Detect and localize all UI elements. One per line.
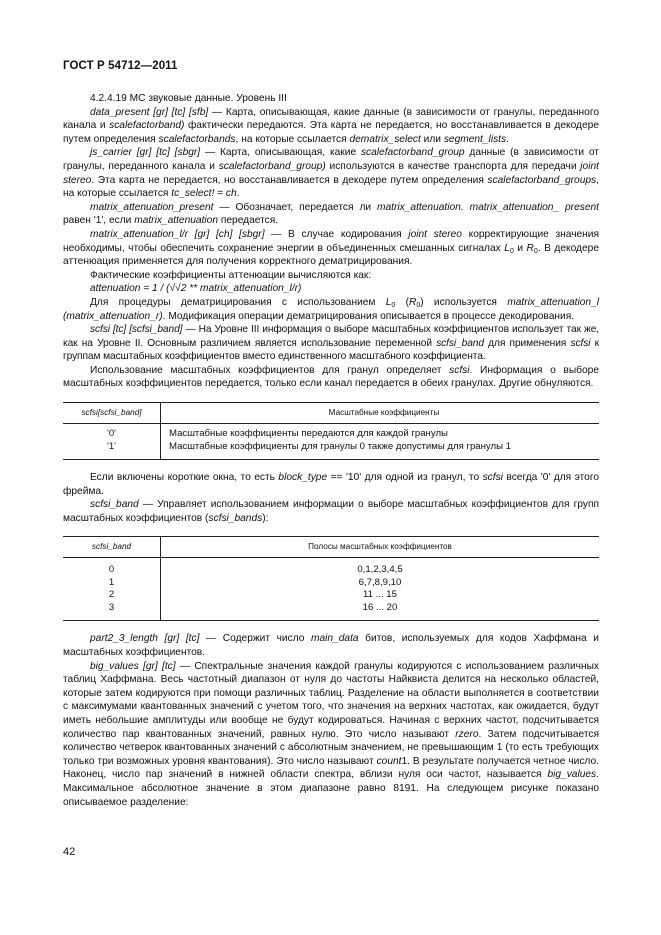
term: joint stereo <box>408 228 462 240</box>
cell-text: 2 <box>108 589 115 601</box>
table-cell <box>63 558 161 621</box>
formula-text: attenuation = 1 / (√√2 ** matrix_attenuation_l/r) <box>90 283 302 295</box>
term: big_values [gr] [tc] <box>90 660 176 672</box>
paragraph-data-present <box>63 106 599 147</box>
text: Использование масштабных коэффициентов для гранул определяет <box>90 364 450 376</box>
text: — Карта, описывающая, какие данные (в зависимости от гранулы, переданного канала и <box>63 106 599 132</box>
text: , на которые ссылается <box>235 133 350 145</box>
text: используются в качестве транспорта для передачи <box>325 160 581 172</box>
text: . Максимальное абсолютное значение в этом диапазоне равно 8191. На следующем рисунке показано описываемое разделение: <box>63 769 599 808</box>
text: . В декодере аттенюация применяется для получения корректного дематрицирования. <box>63 242 600 268</box>
cell-text: 11 ... 15 <box>363 589 397 601</box>
subscript: 0 <box>509 247 514 255</box>
symbol-r: R <box>408 296 417 308</box>
section-heading-text: 4.2.4.19 MC звуковые данные. Уровень III <box>90 93 287 104</box>
paragraph-dematrix <box>63 296 599 323</box>
term: count <box>376 755 402 767</box>
term: scfsi <box>482 472 503 484</box>
text: . <box>236 188 240 200</box>
text: . Эта карта не передается, но восстанавливается в декодере путем определения <box>91 174 488 186</box>
text: . Информация о выборе масштабных коэффициентов передается, только если канал передается в обеих гранулах. Другие обнуляются. <box>63 364 599 390</box>
header-text: scfsi[scfsi_band] <box>81 407 142 417</box>
text: — Управляет использованием информации о выборе масштабных коэффициентов для групп масштабных коэффициентов ( <box>63 499 599 524</box>
term: big_values <box>547 769 597 781</box>
term: matrix_attenuation_l/r [gr] [ch] [sbgr] <box>90 228 265 240</box>
text: битов, используемых для кодов Хаффмана и масштабных коэффициентов. <box>63 633 599 659</box>
term: rzero <box>455 728 479 740</box>
term: scfsi <box>570 337 591 349</box>
text: . Модификация операции дематрицирования описывается в процессе декодирования. <box>162 310 575 322</box>
text: ) используется <box>420 296 508 308</box>
table-scfsi-band <box>63 536 599 621</box>
cell-text: 0,1,2,3,4,5 <box>357 564 403 576</box>
paragraph-part2-3-length <box>63 632 599 659</box>
text: Для процедуры дематрицирования с использованием <box>90 296 386 308</box>
cell-text: '0' <box>107 428 116 440</box>
symbol-r: R <box>526 242 534 254</box>
document-header: ГОСТ Р 54712—2011 <box>63 60 178 72</box>
term: matrix_attenuation_present <box>90 201 214 213</box>
formula-attenuation <box>63 282 599 296</box>
subscript: 0 <box>533 247 538 255</box>
text: для применения <box>483 337 571 349</box>
text: всегда '0' для этого фрейма. <box>63 472 599 497</box>
text: фактически передаются. Эта карта не передается, но восстанавливается в декодере путем определения <box>63 120 599 145</box>
text: , на которые ссылается <box>63 174 599 200</box>
text: данные (в зависимости от гранулы, переданного канала и <box>63 147 599 172</box>
text: Если включены короткие окна, то есть <box>90 472 279 484</box>
table-header-cell <box>161 537 600 558</box>
cell-text: 16 ... 20 <box>362 601 398 613</box>
table-row <box>63 424 599 460</box>
symbol-l: L <box>504 242 510 254</box>
table-cell <box>63 424 161 460</box>
text: — Обозначает, передается ли <box>213 201 378 213</box>
term: matrix_attenuation_l (matrix_attenuation_r) <box>63 296 599 322</box>
paragraph-scalefactor-usage <box>63 364 599 391</box>
text: ): <box>262 512 269 524</box>
term: block_type <box>278 472 328 484</box>
page-number: 42 <box>63 846 76 858</box>
text: — В случае кодирования <box>264 228 409 240</box>
text: — На Уровне III информация о выборе масштабных коэффициентов использует так же, как на Уровне II. Основным различием является использование переменной <box>63 324 599 349</box>
section-heading <box>63 92 599 106</box>
paragraph-matrix-attenuation-present <box>63 201 599 228</box>
text: 1. В результате получается четное число. Наконец, число пар значений в нижней области спектра, вблизи нуля оси частот, называется <box>63 755 599 781</box>
page-body <box>63 92 599 809</box>
table-header-cell <box>63 403 161 424</box>
text: корректирующие значения необходимы, чтобы обеспечить сохранение энергии в объединенных смешанных сигналах <box>63 228 599 254</box>
text: — Содержит число <box>199 633 312 645</box>
term: scalefactorband_group <box>360 147 465 159</box>
paragraph-js-carrier <box>63 146 599 200</box>
text: == '10' для одной из гранул, то <box>327 472 483 484</box>
cell-text: Масштабные коэффициенты для гранулы 0 также допустимы для гранулы 1 <box>169 440 512 452</box>
table-header-cell <box>63 537 161 558</box>
term: tc_select! = ch <box>171 188 237 200</box>
term: joint stereo <box>63 160 599 186</box>
cell-text: Масштабные коэффициенты передаются для каждой гранулы <box>169 428 448 440</box>
term: matrix_attenuation. matrix_attenuation_ present <box>377 201 599 213</box>
paragraph-big-values <box>63 660 599 810</box>
cell-text: 6,7,8,9,10 <box>358 576 402 588</box>
term: scalefactorband) <box>109 120 185 132</box>
cell-text: 0 <box>108 564 115 576</box>
term: scfsi_bands <box>208 512 263 524</box>
subscript: 0 <box>391 301 396 309</box>
term: scfsi <box>449 364 470 376</box>
term: js_carrier [gr] [tc] [sbgr] <box>90 147 201 159</box>
term: scfsi_band <box>90 499 139 511</box>
term: scalefactorband_group) <box>218 160 326 172</box>
symbol-l: L <box>385 296 392 308</box>
term: dematrix_select <box>349 133 421 145</box>
term: scalefactorband_groups <box>487 174 597 186</box>
text: передается. <box>218 215 279 227</box>
paragraph-scfsi <box>63 323 599 364</box>
table-row <box>63 558 599 621</box>
paragraph-short-windows <box>63 471 599 498</box>
header-text: Полосы масштабных коэффициентов <box>308 542 452 552</box>
text: . <box>506 133 509 145</box>
paragraph-scfsi-band <box>63 498 599 525</box>
table-header-cell <box>161 403 600 424</box>
term: matrix_attenuation <box>134 215 219 227</box>
subscript: 0 <box>416 301 421 309</box>
header-text: scfsi_band <box>91 542 132 552</box>
cell-text: 1 <box>108 576 115 588</box>
header-text: Масштабные коэффициенты <box>328 407 440 417</box>
table-cell <box>161 424 600 460</box>
table-cell <box>161 558 600 621</box>
term: segment_lists <box>443 133 507 145</box>
text: — Спектральные значения каждой гранулы кодируются с использованием различных таблиц Хаффмана. Весь частотный диапазон от нуля до частоты Найквиста делится на несколько областей, которые затем кодируются при помощи различных таблиц. Разделение на области выполняется в соответствии с максимумами квантованных значений с учетом того, что значения на верхних частотах, как ожидается, будут иметь небольшие амплитуды или вообще не будут кодироваться. Начиная с верхних частот, подсчитывается количество пар квантованных значений, равных нулю. Это число называют <box>63 660 599 740</box>
cell-text: 3 <box>108 601 115 613</box>
term: data_present [gr] [tc] [sfb] <box>90 106 209 118</box>
term: scfsi_band <box>436 337 484 349</box>
text: — Карта, описывающая, какие <box>200 147 361 159</box>
text: и <box>513 242 527 254</box>
text: к группам масштабных коэффициентов вместо единственного масштабного коэффициента. <box>63 337 599 363</box>
term: part2_3_length [gr] [tc] <box>90 633 200 645</box>
cell-text: '1' <box>107 440 116 452</box>
term: main_data <box>311 633 359 645</box>
text: . Затем подсчитывается количество четверок квантованных значений с абсолютным значением, не превышающим 1 (то есть требующих только три возможных уровня квантования). Это число называют <box>63 728 599 767</box>
table-scfsi <box>63 402 599 460</box>
text: равен '1', если <box>63 215 135 227</box>
text: ( <box>395 296 409 308</box>
paragraph-coefficients <box>63 269 599 283</box>
term: scalefactorbands <box>158 133 236 145</box>
paragraph-matrix-attenuation-lr <box>63 228 599 269</box>
text: или <box>420 133 444 145</box>
text: Фактические коэффициенты аттенюации вычисляются как: <box>90 269 372 281</box>
term: scfsi [tc] [scfsi_band] <box>90 324 183 336</box>
